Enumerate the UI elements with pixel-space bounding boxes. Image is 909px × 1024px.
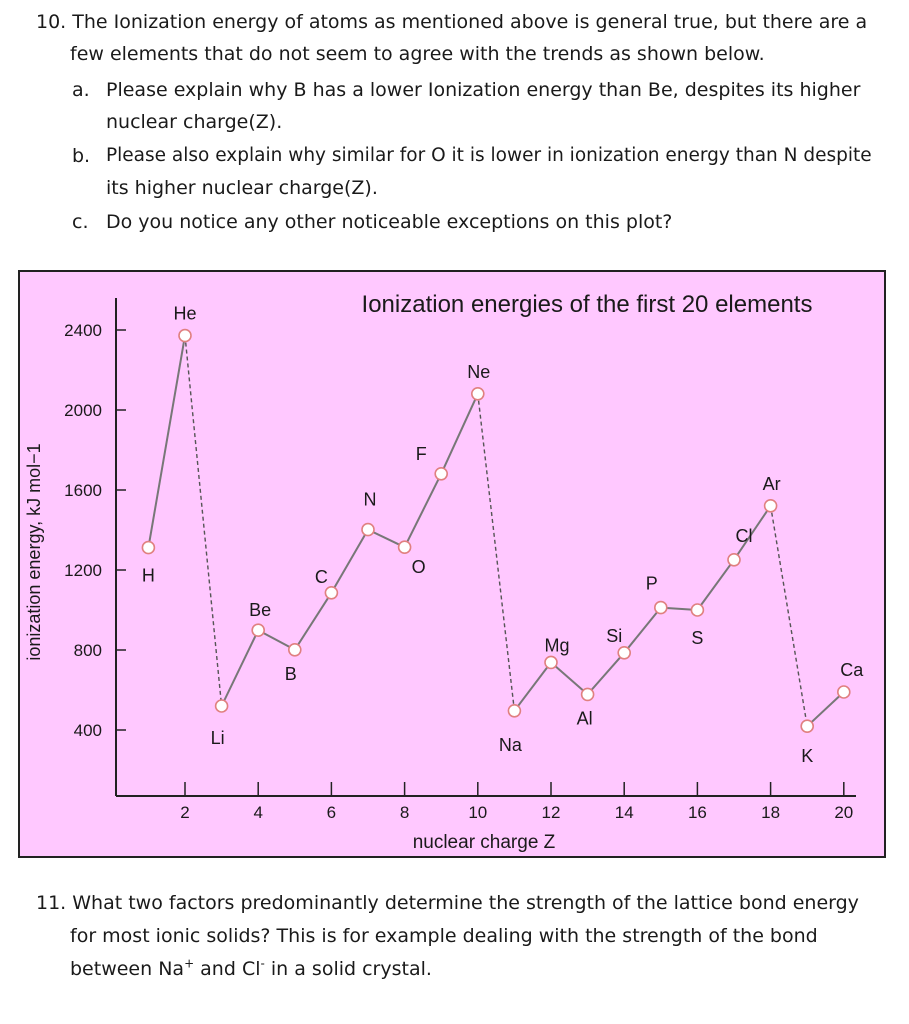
chart-canvas xyxy=(20,272,884,856)
question-11-number: 11. xyxy=(36,892,67,914)
data-point-be xyxy=(252,624,264,636)
y-tick-label: 2400 xyxy=(64,321,102,340)
y-axis-label: ionization energy, kJ mol−1 xyxy=(24,443,44,661)
data-point-ca xyxy=(838,686,850,698)
question-10-intro-2: few elements that do not seem to agree with the trends as shown below. xyxy=(70,43,765,65)
element-label-al: Al xyxy=(576,708,593,729)
element-label-li: Li xyxy=(210,728,225,748)
series-segment xyxy=(697,560,734,610)
element-label-na: Na xyxy=(498,734,522,755)
element-label-he: He xyxy=(173,303,197,324)
element-label-si: Si xyxy=(606,625,623,646)
question-10-number: 10. xyxy=(36,11,67,33)
series-segment xyxy=(441,394,478,474)
x-tick-label: 20 xyxy=(834,803,854,822)
question-10-a-line-1: Please explain why B has a lower Ionization energy than Be, despites its higher xyxy=(106,79,861,101)
element-label-f: F xyxy=(415,443,427,464)
data-point-mg xyxy=(545,656,557,668)
data-point-f xyxy=(435,468,447,480)
data-point-li xyxy=(216,700,228,712)
element-label-k: K xyxy=(801,746,814,767)
x-tick-label: 8 xyxy=(399,803,410,822)
ionization-energy-chart xyxy=(18,270,886,858)
series-segment xyxy=(222,630,259,706)
question-11-text-2: for most ionic solids? This is for example dealing with the strength of the bond xyxy=(70,925,818,947)
x-tick-label: 6 xyxy=(326,803,337,822)
data-point-k xyxy=(801,720,813,732)
data-point-h xyxy=(142,542,154,554)
element-label-b: B xyxy=(284,663,297,684)
y-tick-label: 1600 xyxy=(64,481,102,500)
question-11-text-3c: in a solid crystal. xyxy=(264,958,432,980)
data-point-he xyxy=(179,330,191,342)
question-10-a-letter: a. xyxy=(72,79,90,101)
question-11-text-3 xyxy=(70,953,432,985)
x-tick-label: 2 xyxy=(180,803,190,822)
element-label-p: P xyxy=(645,573,658,594)
chloride-charge: - xyxy=(260,956,265,971)
element-label-s: S xyxy=(691,628,704,648)
question-10-b-letter: b. xyxy=(72,145,91,167)
question-10-intro-1: The Ionization energy of atoms as mentioned above is general true, but there are a xyxy=(72,11,868,33)
x-axis-label: nuclear charge Z xyxy=(412,832,556,853)
sodium-charge: + xyxy=(184,956,195,971)
data-point-al xyxy=(582,688,594,700)
element-label-c: C xyxy=(314,566,328,587)
x-tick-label: 16 xyxy=(687,803,707,822)
question-11-text-3b: and Cl xyxy=(194,958,261,980)
y-tick-label: 400 xyxy=(73,721,102,740)
question-10-c-letter: c. xyxy=(72,211,89,233)
element-label-ne: Ne xyxy=(467,361,491,382)
chart-title: Ionization energies of the first 20 elements xyxy=(361,291,813,318)
series-segment xyxy=(624,608,661,653)
series-segment xyxy=(807,692,844,726)
x-tick-label: 12 xyxy=(541,803,561,822)
data-point-ar xyxy=(765,500,777,512)
data-point-ne xyxy=(472,388,484,400)
dashed-period-segment xyxy=(185,336,222,706)
question-10-c-line-1: Do you notice any other noticeable exceptions on this plot? xyxy=(106,211,673,233)
series-segment xyxy=(148,336,185,548)
data-point-c xyxy=(325,587,337,599)
element-label-o: O xyxy=(411,557,426,578)
question-11-text-1: What two factors predominantly determine the strength of the lattice bond energy xyxy=(72,892,859,914)
element-label-ca: Ca xyxy=(840,660,864,680)
y-tick-label: 1200 xyxy=(64,561,102,580)
question-11-line-1 xyxy=(36,887,859,919)
dashed-period-segment xyxy=(478,394,515,711)
series-segment xyxy=(551,662,588,694)
data-point-b xyxy=(289,644,301,656)
x-tick-label: 4 xyxy=(253,803,263,822)
series-segment xyxy=(331,530,368,593)
question-10-a-line-2: nuclear charge(Z). xyxy=(106,111,283,133)
y-tick-label: 800 xyxy=(73,641,102,660)
x-tick-label: 10 xyxy=(468,803,488,822)
question-10-line-1 xyxy=(36,6,867,38)
question-10-b-line-2: its higher nuclear charge(Z). xyxy=(106,177,378,199)
series-segment xyxy=(514,662,551,710)
data-point-n xyxy=(362,524,374,536)
data-point-na xyxy=(508,705,520,717)
data-point-p xyxy=(655,602,667,614)
data-point-si xyxy=(618,647,630,659)
element-label-n: N xyxy=(363,489,377,510)
question-11-text-3a: between Na xyxy=(70,958,185,980)
element-label-mg: Mg xyxy=(544,635,570,656)
series-segment xyxy=(588,653,625,695)
question-10-b-line-1: Please also explain why similar for O it is lower in ionization energy than N despite xyxy=(106,145,872,166)
series-segment xyxy=(405,474,442,547)
data-point-s xyxy=(691,604,703,616)
series-segment xyxy=(295,593,332,650)
element-label-be: Be xyxy=(249,600,272,621)
element-label-cl: Cl xyxy=(735,525,753,546)
dashed-period-segment xyxy=(771,506,808,726)
element-label-h: H xyxy=(141,565,155,586)
element-label-ar: Ar xyxy=(762,473,781,494)
data-point-o xyxy=(399,541,411,553)
data-point-cl xyxy=(728,554,740,566)
y-tick-label: 2000 xyxy=(64,401,102,420)
x-tick-label: 14 xyxy=(614,803,634,822)
x-tick-label: 18 xyxy=(761,803,781,822)
